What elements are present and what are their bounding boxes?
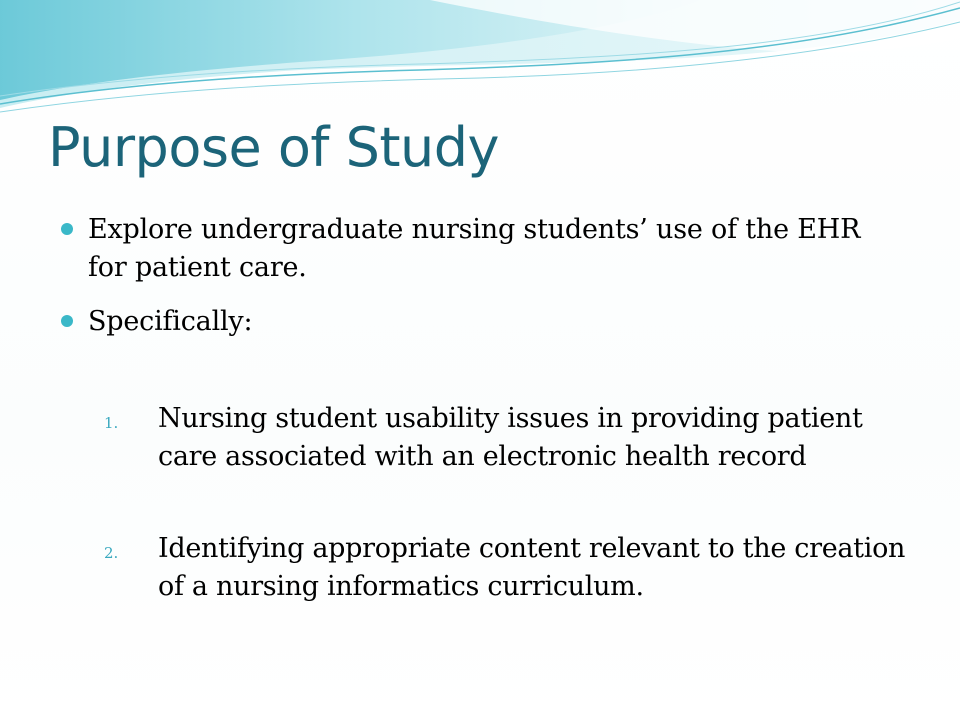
bullet-item: Explore undergraduate nursing students’ use of the EHR for patient care. <box>88 214 861 283</box>
bullet-item: Specifically: <box>88 306 253 337</box>
numbered-list-item: Identifying appropriate content relevant to the creation of a nursing informatics curriculum. <box>158 533 906 602</box>
list-number: 1. <box>104 414 119 432</box>
numbered-list-item: Nursing student usability issues in providing patient care associated with an electronic health record <box>158 403 863 472</box>
bullet-icon <box>61 315 73 327</box>
list-number: 2. <box>104 544 119 562</box>
slide-title: Purpose of Study <box>48 116 499 179</box>
bullet-icon <box>61 223 73 235</box>
